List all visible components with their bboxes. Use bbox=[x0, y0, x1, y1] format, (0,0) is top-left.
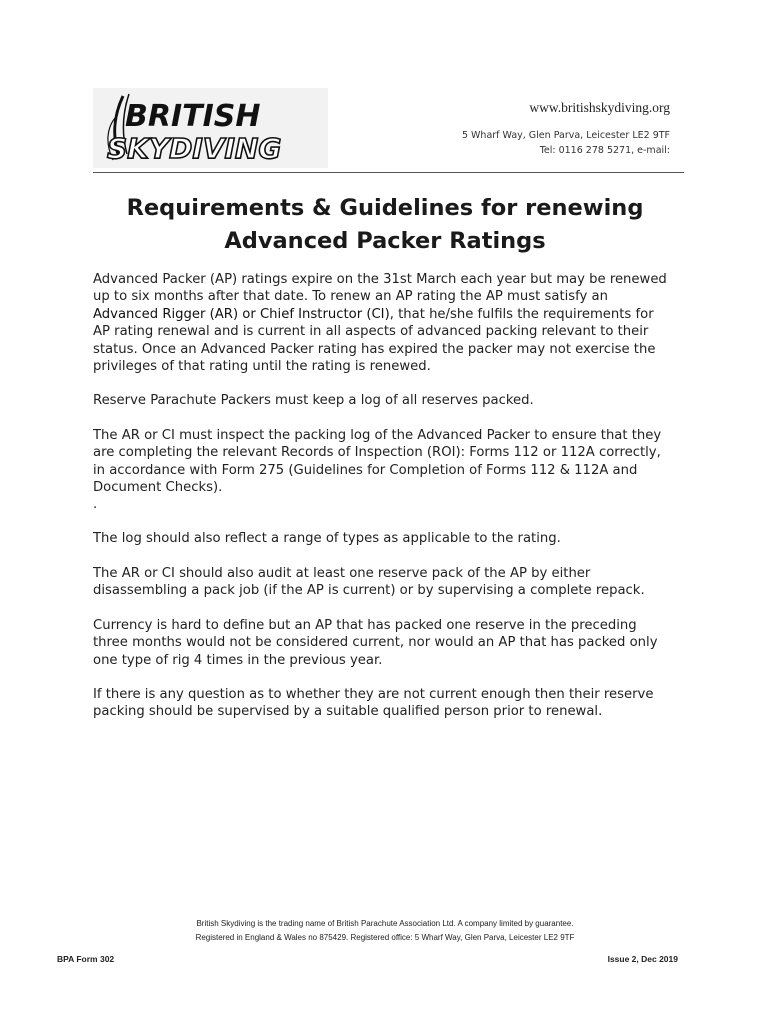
telephone-line: Tel: 0116 278 5271, e-mail: bbox=[539, 145, 670, 156]
paragraph-log: Reserve Parachute Packers must keep a log of all reserves packed. bbox=[93, 393, 534, 409]
logo-graphic bbox=[93, 88, 328, 168]
footer-legal bbox=[93, 917, 677, 945]
paragraph-range: The log should also reflect a range of types as applicable to the rating. bbox=[93, 531, 561, 547]
form-identifier: BPA Form 302 bbox=[57, 954, 115, 964]
paragraph-supervision: If there is any question as to whether they are not current enough then their reserve packing should be supervised by a suitable qualified person prior to renewal. bbox=[93, 686, 654, 720]
footer-line-1: British Skydiving is the trading name of British Parachute Association Ltd. A company limited by guarantee. bbox=[196, 919, 574, 928]
title-line-1: Requirements & Guidelines for renewing bbox=[126, 195, 644, 221]
paragraph-expiry-text-a: Advanced Packer (AP) ratings expire on the 31st March each year but may be renewed up to six months after that date. To renew an AP rating the AP must satisfy an bbox=[93, 272, 667, 305]
paragraph-expiry-text-b: , that he/she fulfils the requirements for AP rating renewal and is current in all aspects of advanced packing relevant to their status. Once an Advanced Packer rating has expired the packer may not exercise the privileges of that rating until the rating is renewed. bbox=[93, 306, 656, 375]
stray-dot: . bbox=[93, 497, 98, 513]
paragraph-expiry bbox=[93, 271, 673, 375]
footer-line-2: Registered in England & Wales no 875429. Registered office: 5 Wharf Way, Glen Parva, Leicester LE2 9TF bbox=[195, 933, 575, 942]
document-title bbox=[93, 192, 677, 258]
british-skydiving-logo bbox=[93, 88, 328, 168]
paragraph-currency: Currency is hard to define but an AP that has packed one reserve in the preceding three months would not be considered current, nor would an AP that has packed only one type of rig 4 times in the previous year. bbox=[93, 617, 658, 668]
paragraph-inspection: The AR or CI must inspect the packing log of the Advanced Packer to ensure that they are completing the relevant Records of Inspection (ROI): Forms 112 or 112A correctly, in accordance with Form 275 (Guidelines for Completion of Forms 112 & 112A and Document Checks). bbox=[93, 427, 662, 496]
logo-text-skydiving: SKYDIVING bbox=[107, 132, 282, 165]
issue-date: Issue 2, Dec 2019 bbox=[607, 954, 678, 964]
header-divider bbox=[93, 172, 684, 173]
contact-block bbox=[462, 100, 670, 158]
ar-ci-link[interactable]: Advanced Rigger (AR) or Chief Instructor (CI) bbox=[93, 306, 390, 322]
address-line: 5 Wharf Way, Glen Parva, Leicester LE2 9TF bbox=[461, 130, 670, 141]
title-line-2: Advanced Packer Ratings bbox=[224, 228, 546, 254]
document-body bbox=[93, 271, 673, 738]
website-link[interactable]: www.britishskydiving.org bbox=[529, 100, 670, 115]
paragraph-audit: The AR or CI should also audit at least one reserve pack of the AP by either disassembling a pack job (if the AP is current) or by supervising a complete repack. bbox=[93, 565, 645, 599]
logo-text-british: BRITISH bbox=[125, 99, 261, 134]
